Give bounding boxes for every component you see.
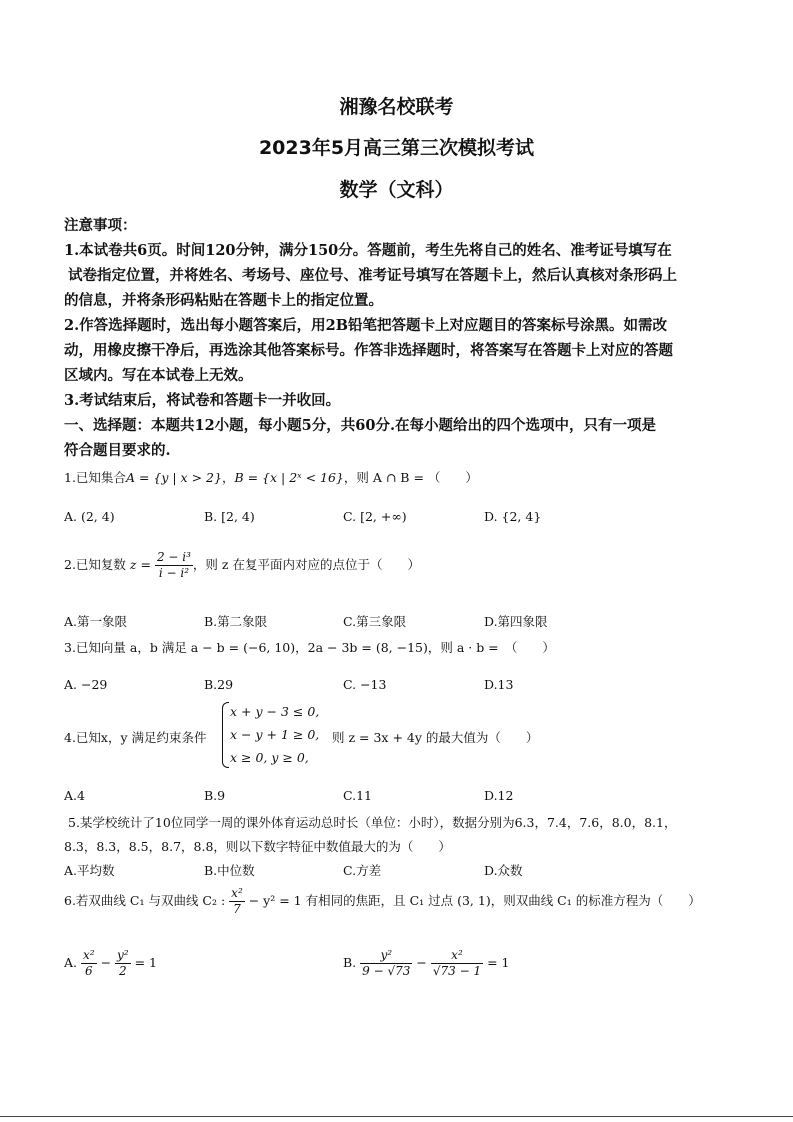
question-4-option-b: B.9 (204, 788, 226, 803)
question-5-line-1: 5.某学校统计了10位同学一周的课外体育运动总时长（单位：小时），数据分别为6.3，7.4，7.6，8.0，8.1， (68, 815, 677, 830)
option-b-label: B. (343, 955, 357, 970)
question-6-option-a (64, 948, 157, 979)
question-3-option-d: D.13 (484, 677, 514, 692)
option-b-fraction-1-denominator: 9 − √73 (362, 964, 411, 978)
question-2-prefix: 2.已知复数 (64, 557, 126, 572)
question-4-constraint-1: x + y − 3 ≤ 0, (230, 704, 320, 719)
question-1-set-a: A = {y | x > 2} (125, 470, 222, 485)
question-3-option-a: A. −29 (64, 677, 108, 692)
question-6-fraction-denominator: 7 (233, 902, 241, 916)
exam-title: 2023年5月高三第三次模拟考试 (258, 137, 535, 159)
section-1-heading-line-1: 一、选择题：本题共12小题，每小题5分，共60分.在每小题给出的四个选项中，只有一项是 (64, 417, 656, 434)
question-1-separator: ， (221, 470, 235, 485)
question-4-option-a: A.4 (64, 788, 85, 803)
question-5-option-d: D.众数 (484, 863, 523, 878)
question-2-option-d: D.第四象限 (484, 614, 548, 629)
question-6-option-b (343, 948, 509, 979)
question-1-option-c: C. [2, +∞) (343, 509, 407, 524)
notice-item-3: 3.考试结束后，将试卷和答题卡一并收回。 (64, 392, 341, 409)
question-3-option-b: B.29 (204, 677, 234, 692)
subject-title: 数学（文科） (339, 179, 454, 201)
option-a-equals: = 1 (134, 955, 158, 970)
question-6-fraction (229, 886, 245, 917)
notice-item-2-line-1: 2.作答选择题时，选出每小题答案后，用2B铅笔把答题卡上对应题目的答案标号涂黑。如需改 (64, 317, 667, 334)
minus-sign: − (416, 955, 427, 970)
notice-title: 注意事项： (64, 217, 137, 234)
question-4-constraint-3: x ≥ 0, y ≥ 0, (230, 750, 309, 765)
question-5-line-2: 8.3，8.3，8.5，8.7，8.8，则以下数字特征中数值最大的为（ ） (64, 839, 451, 854)
question-5-option-b: B.中位数 (204, 863, 255, 878)
question-6 (64, 886, 701, 917)
question-6-fraction-numerator: x² (231, 886, 243, 900)
option-b-fraction-2-denominator: √73 − 1 (432, 964, 482, 978)
exam-series-title: 湘豫名校联考 (339, 96, 454, 118)
option-b-fraction-2-numerator: x² (431, 948, 483, 964)
notice-item-2-line-3: 区域内。写在本试卷上无效。 (64, 367, 253, 384)
question-5-option-c: C.方差 (343, 863, 382, 878)
question-2 (64, 550, 420, 581)
question-1-option-d: D. {2, 4} (484, 509, 542, 524)
question-4-option-d: D.12 (484, 788, 514, 803)
question-2-numerator: 2 − i³ (156, 550, 191, 564)
option-a-fraction-1 (81, 948, 97, 979)
question-4-suffix: 则 z = 3x + 4y 的最大值为（ ） (332, 730, 539, 745)
question-2-denominator: i − i² (158, 566, 190, 580)
option-a-fraction-2 (115, 948, 131, 979)
option-b-equals: = 1 (487, 955, 510, 970)
option-a-label: A. (64, 955, 78, 970)
notice-item-1-line-3: 的信息，并将条形码粘贴在答题卡上的指定位置。 (64, 292, 383, 309)
question-6-suffix: − y² = 1 有相同的焦距，且 C₁ 过点 (3, 1)，则双曲线 C₁ 的标准方程为（ ） (248, 893, 701, 908)
option-b-fraction-1 (360, 948, 412, 979)
question-1-set-b: B = {x | 2ˣ < 16} (234, 470, 344, 485)
question-1 (64, 468, 478, 486)
question-2-fraction (155, 550, 193, 581)
question-5-option-a: A.平均数 (64, 863, 115, 878)
question-2-option-a: A.第一象限 (64, 614, 128, 629)
minus-sign: − (100, 955, 112, 970)
question-4-constraint-2: x − y + 1 ≥ 0, (230, 727, 320, 742)
question-4-option-c: C.11 (343, 788, 372, 803)
question-4-prefix: 4.已知x，y 满足约束条件 (64, 730, 207, 745)
question-1-suffix: ，则 A ∩ B = （ ） (343, 470, 478, 485)
notice-item-1-line-2: 试卷指定位置，并将姓名、考场号、座位号、准考证号填写在答题卡上，然后认真核对条形码上 (68, 267, 677, 284)
question-1-option-a: A. (2, 4) (64, 509, 115, 524)
notice-item-2-line-2: 动，用橡皮擦干净后，再选涂其他答案标号。作答非选择题时，将答案写在答题卡上对应的答题 (64, 342, 673, 359)
question-1-option-b: B. [2, 4) (204, 509, 255, 524)
question-2-option-b: B.第二象限 (204, 614, 268, 629)
option-b-fraction-1-numerator: y² (360, 948, 412, 964)
option-a-fraction-2-denominator: 2 (119, 964, 127, 978)
option-a-fraction-1-denominator: 6 (84, 964, 93, 978)
question-2-suffix: ，则 z 在复平面内对应的点位于（ ） (192, 557, 420, 572)
question-2-z-equals: z = (129, 557, 151, 572)
question-2-option-c: C.第三象限 (343, 614, 407, 629)
page-bottom-rule (0, 1116, 793, 1117)
question-3-option-c: C. −13 (343, 677, 387, 692)
option-b-fraction-2 (431, 948, 483, 979)
question-1-prefix: 1.已知集合 (64, 470, 126, 485)
section-1-heading-line-2: 符合题目要求的. (64, 442, 171, 459)
option-a-fraction-2-numerator: y² (117, 948, 129, 962)
question-6-prefix: 6.若双曲线 C₁ 与双曲线 C₂ : (64, 893, 226, 908)
question-3: 3.已知向量 a，b 满足 a − b = (−6, 10)，2a − 3b = (8, −15)，则 a · b = （ ） (64, 640, 555, 655)
constraint-brace (222, 702, 229, 768)
notice-item-1-line-1: 1.本试卷共6页。时间120分钟，满分150分。答题前，考生先将自己的姓名、准考证号填写在 (64, 242, 672, 259)
option-a-fraction-1-numerator: x² (83, 948, 95, 962)
